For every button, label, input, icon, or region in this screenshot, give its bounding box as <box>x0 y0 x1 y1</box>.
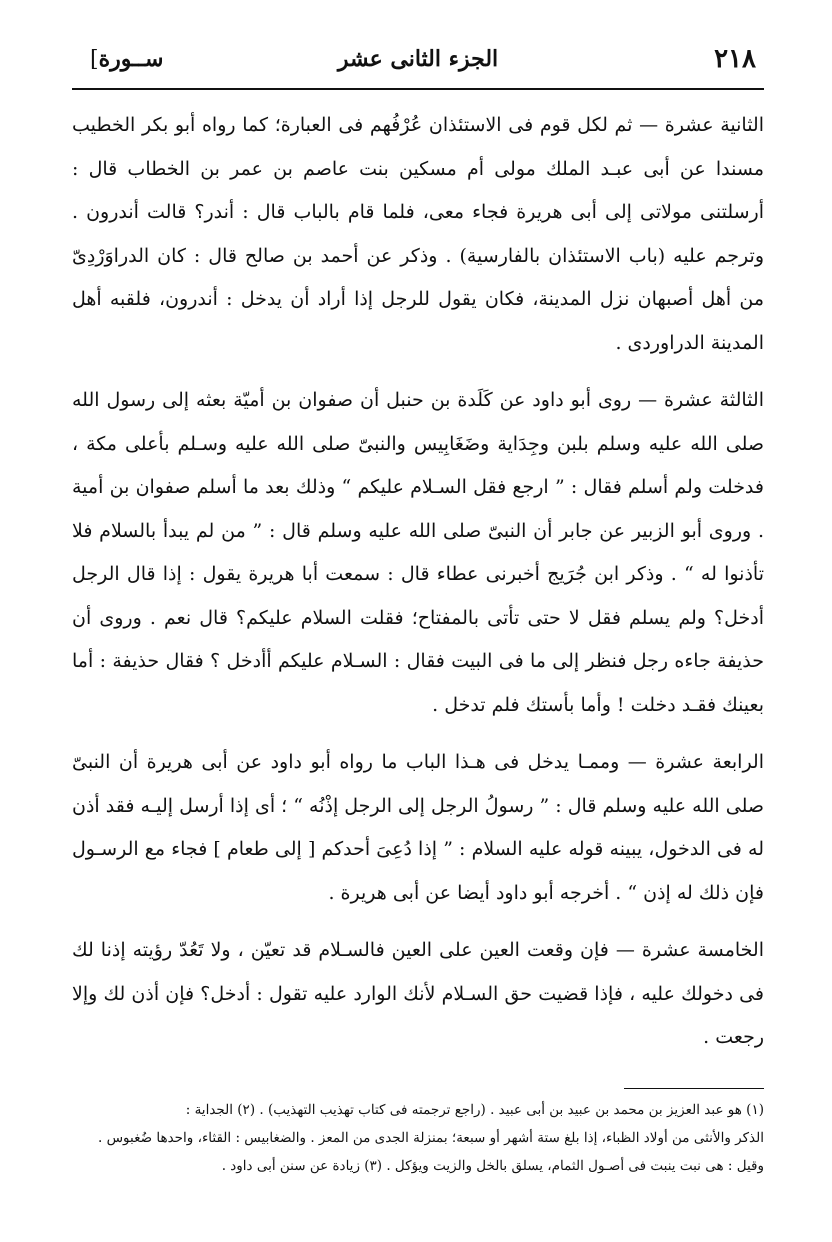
footnote-line: الذكر والأنثى من أولاد الظباء، إذا بلغ ستة أشهر أو سبعة؛ بمنزلة الجدى من المعز . والضغابيس : القثاء، واحدها ضُغبوس . <box>97 1130 764 1146</box>
page-header <box>72 36 764 90</box>
page-number: ٢١٨ <box>714 44 756 74</box>
book-page <box>72 36 764 1216</box>
footnote-divider <box>624 1088 764 1089</box>
surah-name: ســورة <box>98 46 164 72</box>
paragraph-twelfth: الثانية عشرة — ثم لكل قوم فى الاستئذان عُرْفُهم فى العبارة؛ كما رواه أبو بكر الخطيب مسندا عن أبى عبـد الملك مولى أم مسكين بنت عاصم بن عمر بن الخطاب قال : أرسلتنى مولاتى إلى أبى هريرة فجاء معى، فلما قام بالباب قال : أندر؟ قالت أندرون . وترجم عليه (باب الاستئذان بالفارسية) . وذكر عن أحمد بن صالح قال : كان الدراوَرْدِىّ من أهل أصبهان نزل المدينة، فكان يقول للرجل إذا أراد أن يدخل : أندرون، فلقبه أهل المدينة الدراوردى . <box>72 114 764 354</box>
paragraph-fifteenth: الخامسة عشرة — فإن وقعت العين على العين فالسـلام قد تعيّن ، ولا تَعُدّ رؤيته إذنا لك فى دخولك عليه ، فإذا قضيت حق السـلام لأنك الوارد عليه تقول : أدخل؟ فإن أذن لك وإلا رجعت . <box>72 939 764 1048</box>
footnote-line: وقيل : هى نبت ينبت فى أصـول الثمام، يسلق بالخل والزيت ويؤكل . (٣) زيادة عن سنن أبى داود . <box>221 1158 764 1174</box>
footnotes <box>72 1096 764 1180</box>
running-title: الجزء الثانى عشر <box>337 46 499 72</box>
surah-label <box>82 46 163 72</box>
header-bracket: ] <box>90 47 99 72</box>
main-text <box>72 104 764 1074</box>
footnote-line: (١) هو عبد العزيز بن محمد بن عبيد بن أبى عبيد . (راجع ترجمته فى كتاب تهذيب التهذيب) . (٢) الجداية : <box>185 1102 764 1118</box>
paragraph-thirteenth: الثالثة عشرة — روى أبو داود عن كَلَدة بن حنبل أن صفوان بن أميّة بعثه إلى رسول الله صلى الله عليه وسلم بلبن وجِدَاية وضَغَابِيس والنبىّ صلى الله عليه وسـلم بأعلى مكة ، فدخلت ولم أسلم فقال : ” ارجع فقل السـلام عليكم “ وذلك بعد ما أسلم صفوان بن أمية . وروى أبو الزبير عن جابر أن النبىّ صلى الله عليه وسلم قال : ” من لم يبدأ بالسلام فلا تأذنوا له “ . وذكر ابن جُرَيج أخبرنى عطاء قال : سمعت أبا هريرة يقول : إذا قال الرجل أدخل؟ ولم يسلم فقل لا حتى تأتى بالمفتاح؛ فقلت السلام عليكم؟ قال نعم . وروى أن حذيفة جاءه رجل فنظر إلى ما فى البيت فقال : السـلام عليكم أأدخل ؟ فقال حذيفة : أما بعينك فقـد دخلت ! وأما بأستك فلم تدخل . <box>72 389 765 716</box>
paragraph-fourteenth: الرابعة عشرة — وممـا يدخل فى هـذا الباب ما رواه أبو داود عن أبى هريرة أن النبىّ صلى الله عليه وسلم قال : ” رسولُ الرجل إلى الرجل إذْنُه “ ؛ أى إذا أرسل إليـه فقد أذن له فى الدخول، يبينه قوله عليه السلام : ” إذا دُعِىَ أحدكم [ إلى طعام ] فجاء مع الرسـول فإن ذلك له إذن “ . أخرجه أبو داود أيضا عن أبى هريرة . <box>72 751 764 904</box>
